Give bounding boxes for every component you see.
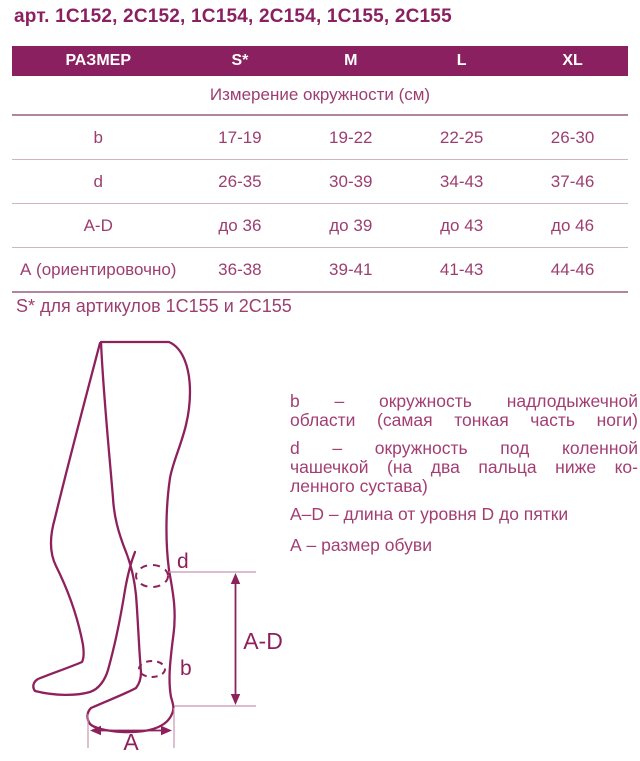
legend-item-d bbox=[290, 439, 638, 496]
cell: до 46 bbox=[517, 204, 628, 248]
legend-item-a: А – размер обуви bbox=[290, 535, 432, 555]
col-header-m: M bbox=[295, 46, 406, 76]
cell: до 39 bbox=[295, 204, 406, 248]
cell: 26-30 bbox=[517, 115, 628, 160]
legs-diagram bbox=[0, 330, 320, 756]
front-leg-outline bbox=[87, 342, 190, 732]
legend-line: чашечкой (на два пальца ниже ко- bbox=[290, 457, 638, 477]
table-header-row bbox=[12, 46, 628, 76]
table-subheader: Измерение окружности (см) bbox=[12, 76, 628, 115]
row-label: b bbox=[12, 115, 184, 160]
b-label: b bbox=[180, 657, 192, 680]
a-label: A bbox=[123, 729, 139, 755]
legend bbox=[290, 392, 638, 564]
col-header-l: L bbox=[406, 46, 517, 76]
legend-line: области (самая тонкая часть ноги) bbox=[290, 410, 638, 430]
legend-line: d – окружность под коленной bbox=[290, 438, 638, 458]
row-label: А (ориентировочно) bbox=[12, 248, 184, 293]
table-row bbox=[12, 204, 628, 248]
cell: 19-22 bbox=[295, 115, 406, 160]
b-measure-ellipse bbox=[139, 661, 165, 677]
row-label: d bbox=[12, 160, 184, 204]
table-footnote: S* для артикулов 1С155 и 2С155 bbox=[16, 296, 292, 316]
cell: до 36 bbox=[184, 204, 295, 248]
d-measure-ellipse bbox=[136, 565, 168, 587]
col-header-s: S* bbox=[184, 46, 295, 76]
cell: 36-38 bbox=[184, 248, 295, 293]
cell: до 43 bbox=[406, 204, 517, 248]
cell: 17-19 bbox=[184, 115, 295, 160]
cell: 39-41 bbox=[295, 248, 406, 293]
cell: 44-46 bbox=[517, 248, 628, 293]
legend-item-b bbox=[290, 392, 638, 430]
cell: 37-46 bbox=[517, 160, 628, 204]
size-table bbox=[12, 46, 628, 293]
d-label: d bbox=[177, 550, 189, 573]
col-header-xl: XL bbox=[517, 46, 628, 76]
legend-line: ленного сустава) bbox=[290, 476, 428, 496]
back-leg-outline bbox=[33, 343, 135, 695]
cell: 30-39 bbox=[295, 160, 406, 204]
table-row bbox=[12, 160, 628, 204]
legend-item-ad: A–D – длина от уровня D до пятки bbox=[290, 504, 569, 524]
ad-arrowhead-top bbox=[231, 573, 240, 584]
legend-line: b – окружность надлодыжечной bbox=[290, 391, 638, 411]
cell: 41-43 bbox=[406, 248, 517, 293]
ad-label: A-D bbox=[243, 628, 283, 654]
col-header-size: РАЗМЕР bbox=[12, 46, 184, 76]
a-arrowhead-right bbox=[161, 726, 172, 735]
legs-diagram-svg bbox=[0, 330, 320, 756]
table-row bbox=[12, 248, 628, 293]
cell: 34-43 bbox=[406, 160, 517, 204]
table-row bbox=[12, 115, 628, 160]
page-title: арт. 1С152, 2С152, 1С154, 2С154, 1С155, 2С155 bbox=[14, 6, 452, 27]
table-subheader-row bbox=[12, 76, 628, 115]
cell: 26-35 bbox=[184, 160, 295, 204]
cell: 22-25 bbox=[406, 115, 517, 160]
ad-arrowhead-bottom bbox=[231, 694, 240, 705]
row-label: A-D bbox=[12, 204, 184, 248]
